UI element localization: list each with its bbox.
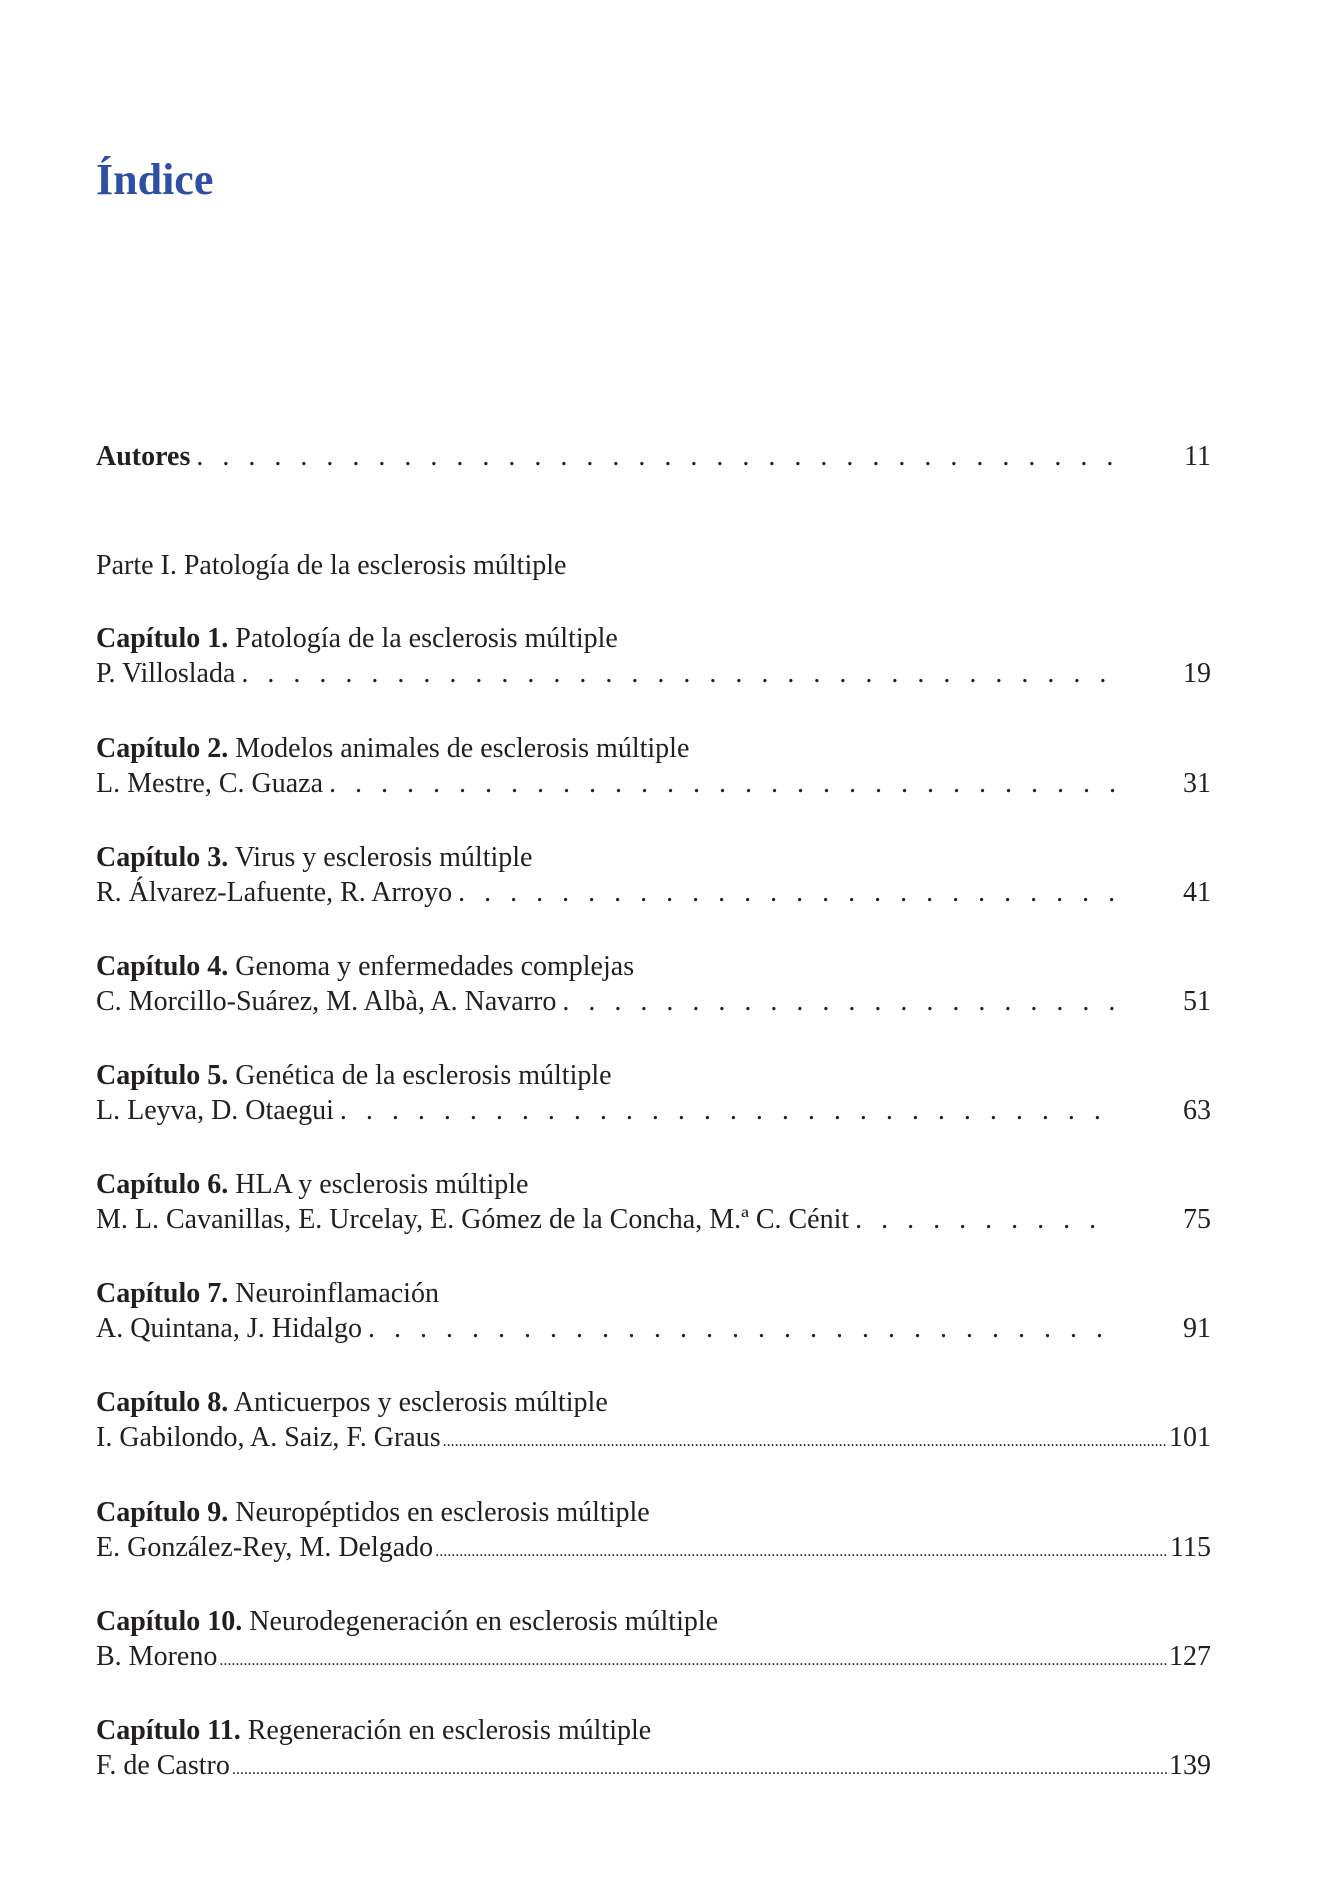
page-number: 63 [1183, 1095, 1211, 1126]
chapter-title: Genética de la esclerosis múltiple [235, 1060, 612, 1091]
chapter-number: Capítulo 8. [96, 1387, 229, 1418]
page-title: Índice [96, 155, 214, 204]
toc-entry-chapter[interactable] [96, 1094, 1211, 1128]
toc-entry-chapter[interactable] [96, 1640, 1211, 1674]
chapter-number: Capítulo 10. [96, 1606, 243, 1637]
part-heading: Parte I. Patología de la esclerosis múltiple [96, 550, 567, 581]
chapter-title-line [96, 1714, 1211, 1748]
chapter-authors: P. Villoslada [96, 658, 236, 689]
chapter-title-line [96, 1605, 1211, 1639]
dot-leader [562, 985, 1117, 1019]
page-number: 115 [1170, 1532, 1211, 1563]
chapter-title-line [96, 1168, 1211, 1202]
chapter-title-line [96, 622, 1211, 656]
toc-entry-chapter[interactable] [96, 985, 1211, 1019]
dot-leader [232, 1749, 1167, 1787]
chapter-authors: A. Quintana, J. Hidalgo [96, 1313, 362, 1344]
chapter-title-line [96, 950, 1211, 984]
dot-leader [196, 440, 1117, 474]
page-number: 11 [1184, 441, 1211, 472]
chapter-title: Virus y esclerosis múltiple [234, 842, 533, 873]
chapter-number: Capítulo 11. [96, 1715, 241, 1746]
toc-entry-chapter[interactable] [96, 767, 1211, 801]
dot-leader [458, 876, 1117, 910]
chapter-title-line [96, 1059, 1211, 1093]
chapter-authors: L. Mestre, C. Guaza [96, 768, 324, 799]
chapter-authors: C. Morcillo-Suárez, M. Albà, A. Navarro [96, 986, 557, 1017]
chapter-number: Capítulo 3. [96, 842, 229, 873]
page-number: 91 [1183, 1313, 1211, 1344]
chapter-title: Neuropéptidos en esclerosis múltiple [235, 1497, 650, 1528]
chapter-authors: R. Álvarez-Lafuente, R. Arroyo [96, 877, 453, 908]
toc-entry-chapter[interactable] [96, 1749, 1211, 1783]
chapter-title: Regeneración en esclerosis múltiple [247, 1715, 652, 1746]
chapter-number: Capítulo 5. [96, 1060, 229, 1091]
toc-entry-chapter[interactable] [96, 1421, 1211, 1455]
dot-leader [368, 1312, 1117, 1346]
chapter-number: Capítulo 9. [96, 1497, 229, 1528]
chapter-title: Patología de la esclerosis múltiple [235, 623, 618, 654]
page-number: 101 [1169, 1422, 1211, 1453]
chapter-authors: B. Moreno [96, 1641, 218, 1672]
page-number: 51 [1183, 986, 1211, 1017]
chapter-authors: M. L. Cavanillas, E. Urcelay, E. Gómez de la Concha, M.ª C. Cénit [96, 1204, 850, 1235]
dot-leader [219, 1640, 1167, 1678]
dot-leader [329, 767, 1117, 801]
page-number: 75 [1183, 1204, 1211, 1235]
dot-leader [443, 1421, 1167, 1459]
chapter-title-line [96, 841, 1211, 875]
chapter-authors: L. Leyva, D. Otaegui [96, 1095, 334, 1126]
chapter-number: Capítulo 6. [96, 1169, 229, 1200]
page-number: 127 [1169, 1641, 1211, 1672]
chapter-number: Capítulo 4. [96, 951, 229, 982]
chapter-title: HLA y esclerosis múltiple [235, 1169, 529, 1200]
chapter-title-line [96, 1386, 1211, 1420]
chapter-title: Neuroinflamación [235, 1278, 439, 1309]
page-number: 19 [1183, 658, 1211, 689]
page-number: 139 [1169, 1750, 1211, 1781]
chapter-title: Anticuerpos y esclerosis múltiple [233, 1387, 608, 1418]
chapter-number: Capítulo 1. [96, 623, 229, 654]
toc-entry-authors[interactable] [96, 440, 1211, 474]
dot-leader [340, 1094, 1117, 1128]
toc-entry-chapter[interactable] [96, 1203, 1211, 1237]
chapter-title-line [96, 732, 1211, 766]
chapter-title-line [96, 1277, 1211, 1311]
toc-entry-chapter[interactable] [96, 657, 1211, 691]
page-number: 31 [1183, 768, 1211, 799]
chapter-authors: I. Gabilondo, A. Saiz, F. Graus [96, 1422, 441, 1453]
dot-leader [855, 1203, 1117, 1237]
chapter-number: Capítulo 7. [96, 1278, 229, 1309]
dot-leader [241, 657, 1117, 691]
chapter-title: Modelos animales de esclerosis múltiple [235, 733, 690, 764]
chapter-authors: E. González-Rey, M. Delgado [96, 1532, 434, 1563]
chapter-title-line [96, 1496, 1211, 1530]
chapter-number: Capítulo 2. [96, 733, 229, 764]
dot-leader [435, 1531, 1168, 1569]
chapter-title: Neurodegeneración en esclerosis múltiple [249, 1606, 719, 1637]
chapter-title: Genoma y enfermedades complejas [235, 951, 635, 982]
toc-entry-chapter[interactable] [96, 876, 1211, 910]
toc-entry-label: Autores [96, 441, 191, 472]
page-number: 41 [1183, 877, 1211, 908]
chapter-authors: F. de Castro [96, 1750, 230, 1781]
toc-entry-chapter[interactable] [96, 1312, 1211, 1346]
toc-entry-chapter[interactable] [96, 1531, 1211, 1565]
